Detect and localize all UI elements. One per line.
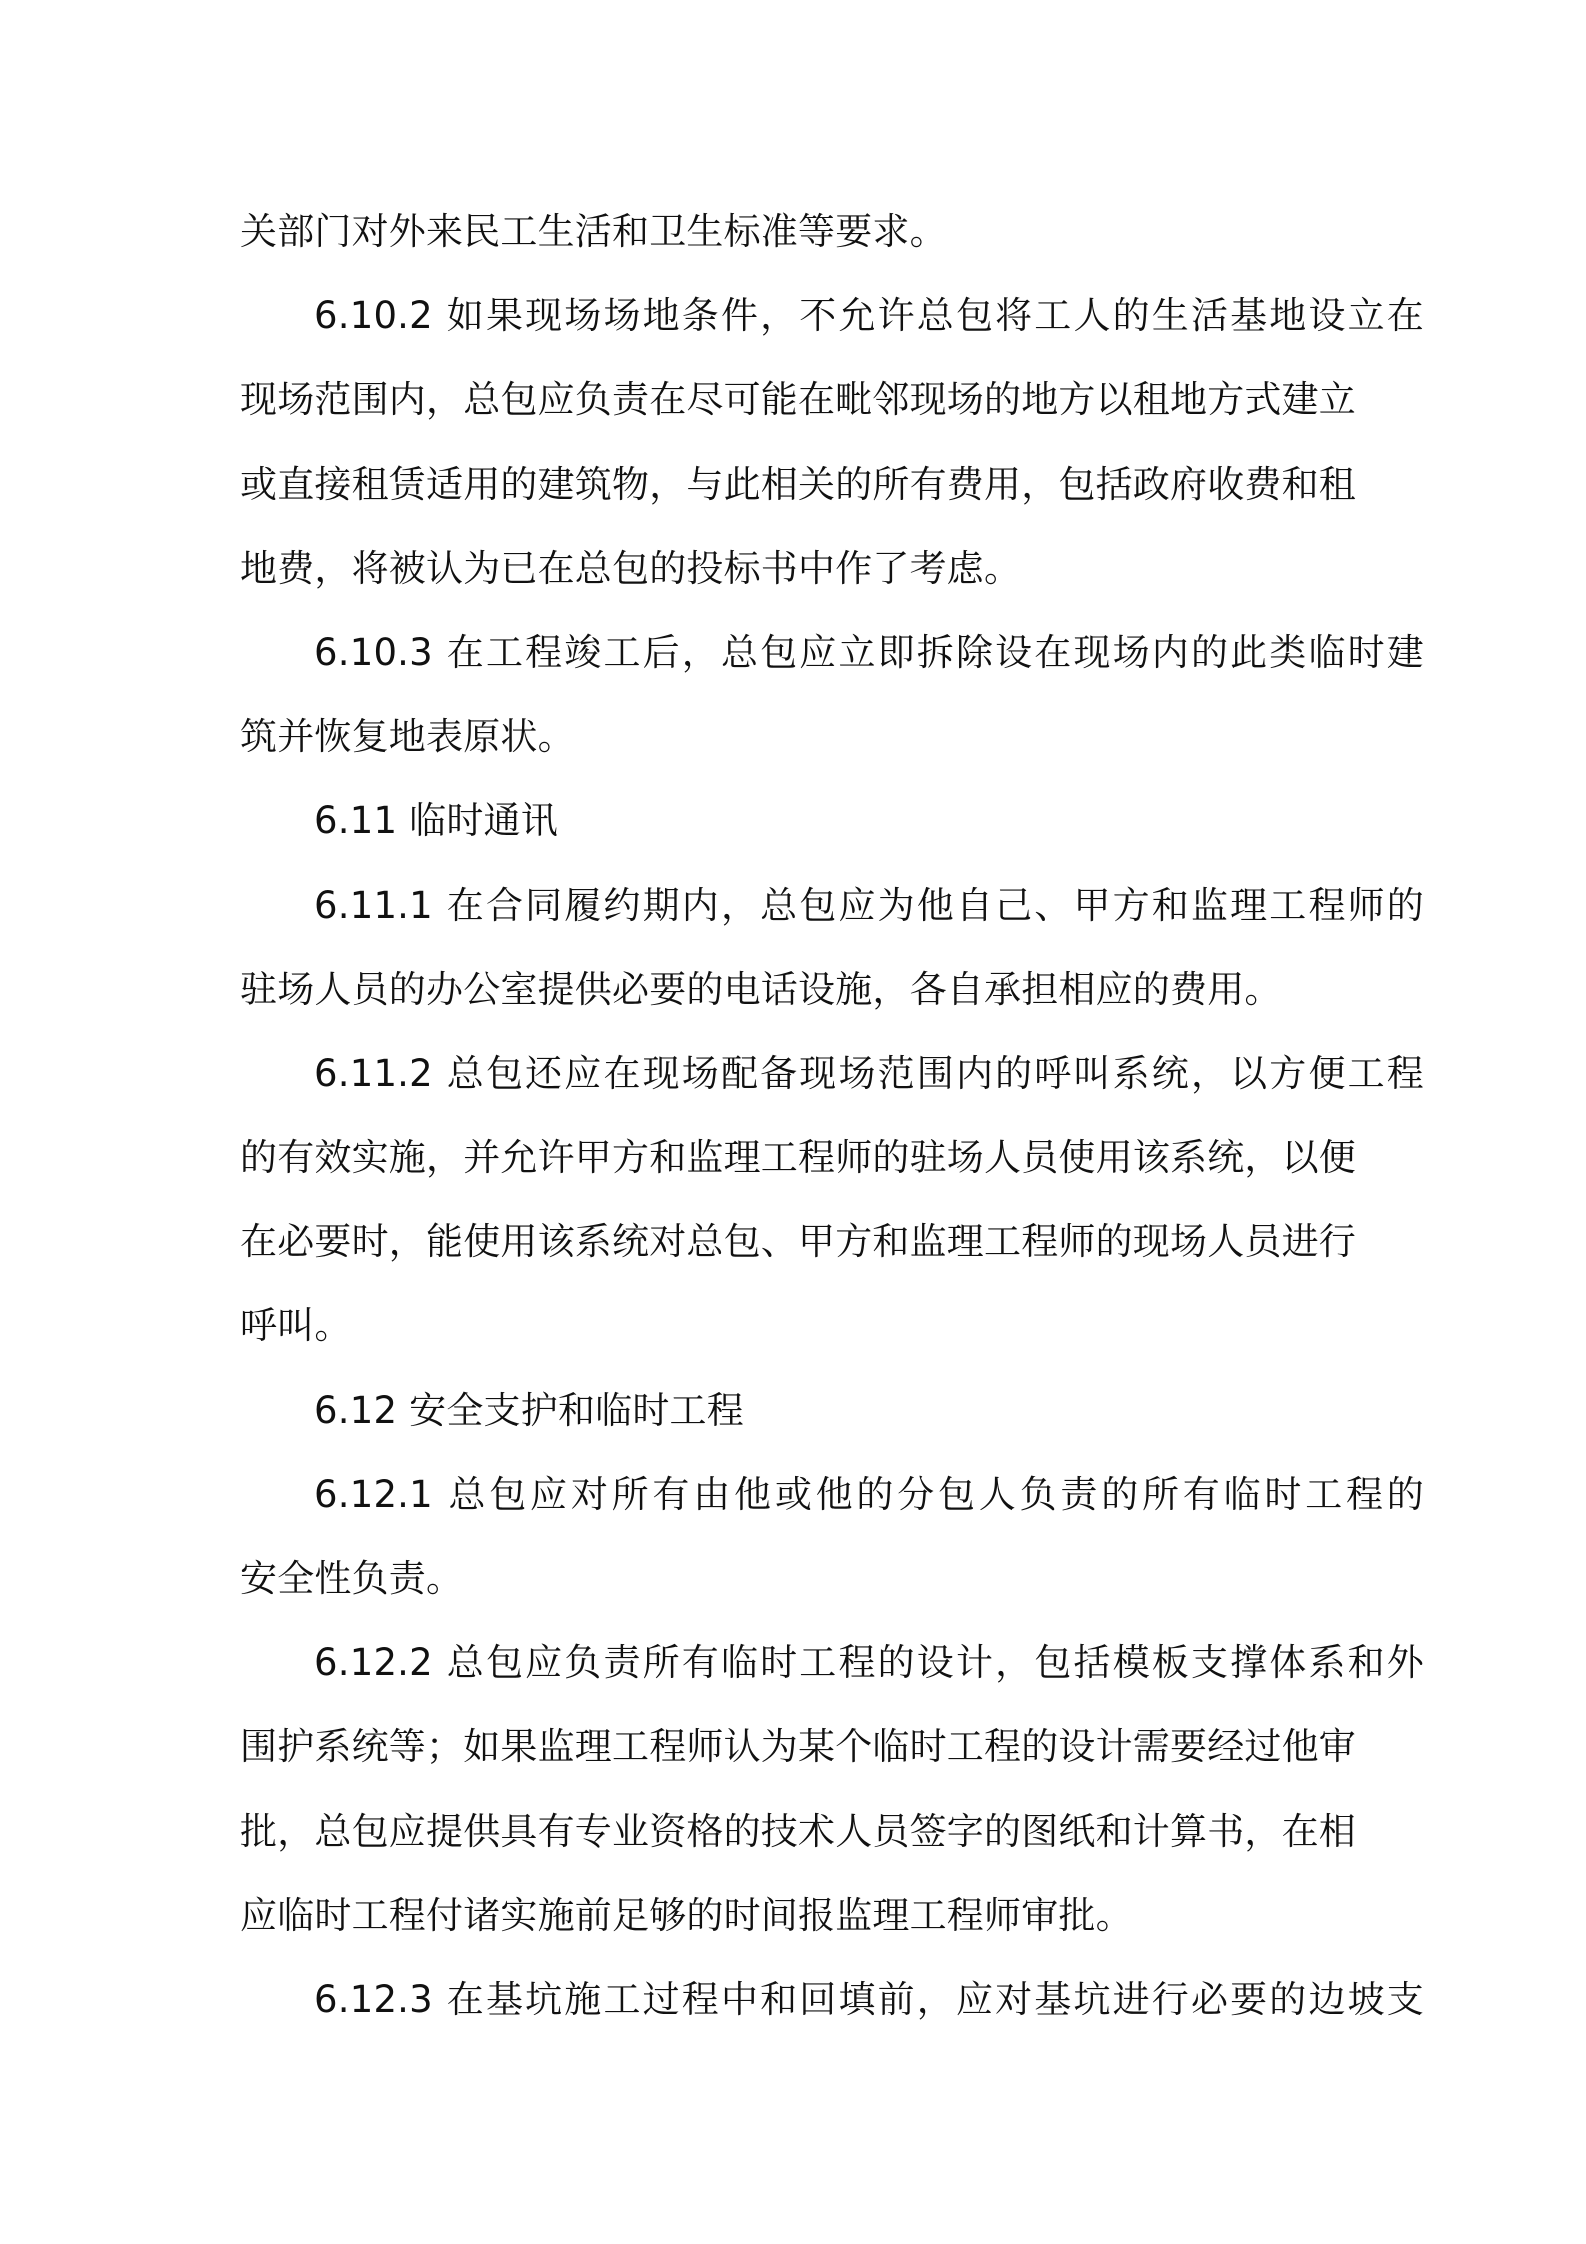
text-line: 呼叫。	[240, 1304, 352, 1348]
text-line: 关部门对外来民工生活和卫生标准等要求。	[240, 210, 947, 253]
text-line: 应临时工程付诸实施前足够的时间报监理工程师审批。	[240, 1893, 1133, 1937]
text-line: 6.10.2 如果现场场地条件，不允许总包将工人的生活基地设立在	[314, 294, 1424, 338]
text-line: 安全性负责。	[240, 1557, 464, 1600]
document-body	[240, 190, 1424, 2042]
text-line: 在必要时，能使用该系统对总包、甲方和监理工程师的现场人员进行	[240, 1220, 1356, 1264]
text-line: 现场范围内，总包应负责在尽可能在毗邻现场的地方以租地方式建立	[240, 378, 1356, 422]
section-heading: 6.11 临时通讯	[314, 799, 558, 843]
text-line: 筑并恢复地表原状。	[240, 715, 575, 759]
text-line: 地费，将被认为已在总包的投标书中作了考虑。	[240, 546, 1022, 590]
text-line: 的有效实施，并允许甲方和监理工程师的驻场人员使用该系统，以便	[240, 1136, 1356, 1180]
text-line: 批，总包应提供具有专业资格的技术人员签字的图纸和计算书，在相	[240, 1809, 1356, 1853]
text-line: 6.12.3 在基坑施工过程中和回填前，应对基坑进行必要的边坡支	[314, 1977, 1424, 2021]
text-line: 6.12.2 总包应负责所有临时工程的设计，包括模板支撑体系和外	[314, 1641, 1424, 1685]
section-heading: 6.12 安全支护和临时工程	[314, 1388, 744, 1432]
text-line: 或直接租赁适用的建筑物，与此相关的所有费用，包括政府收费和租	[240, 462, 1356, 506]
text-line: 驻场人员的办公室提供必要的电话设施，各自承担相应的费用。	[240, 967, 1282, 1011]
text-line: 围护系统等；如果监理工程师认为某个临时工程的设计需要经过他审	[240, 1725, 1356, 1769]
text-line: 6.11.2 总包还应在现场配备现场范围内的呼叫系统，以方便工程	[314, 1051, 1424, 1095]
text-line: 6.10.3 在工程竣工后，总包应立即拆除设在现场内的此类临时建	[314, 630, 1424, 674]
text-line: 6.11.1 在合同履约期内，总包应为他自己、甲方和监理工程师的	[314, 883, 1424, 927]
text-line: 6.12.1 总包应对所有由他或他的分包人负责的所有临时工程的	[314, 1472, 1424, 1516]
